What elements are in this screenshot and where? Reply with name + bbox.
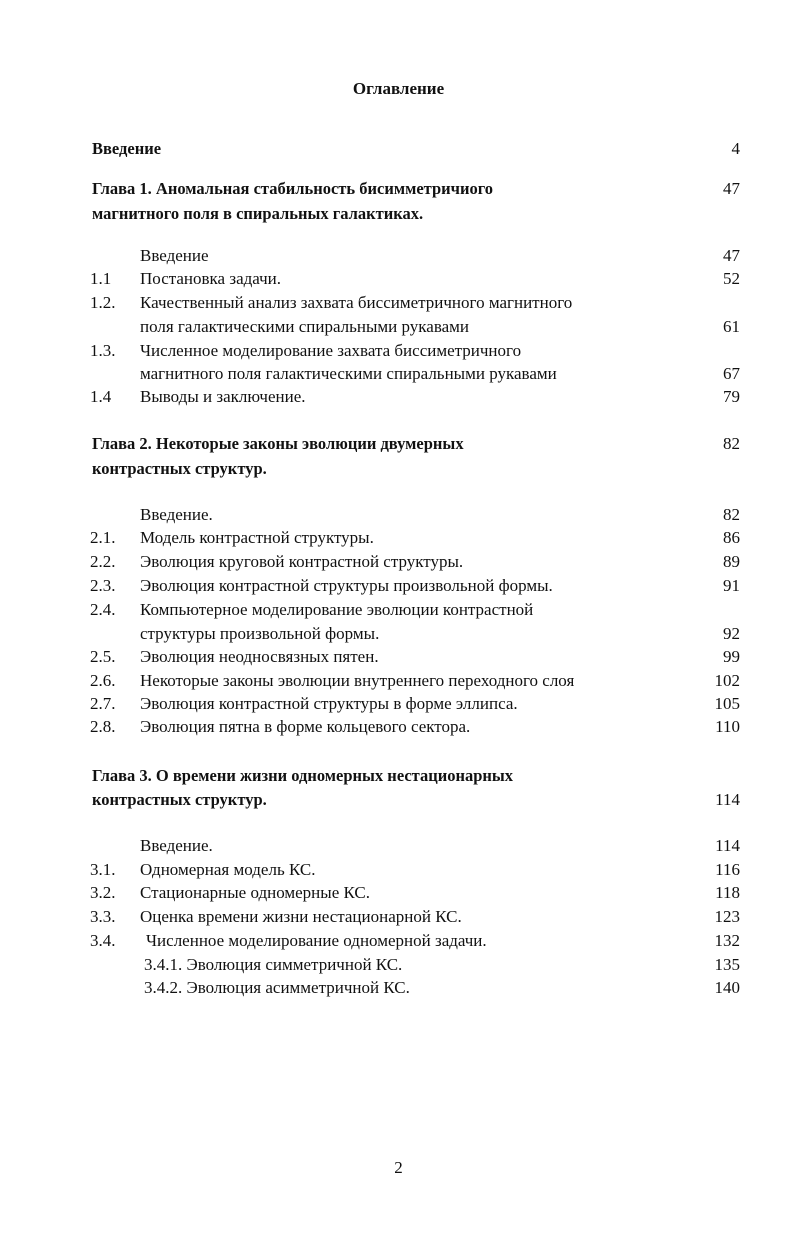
toc-entry[interactable] (0, 267, 797, 291)
entry-text: Введение. (140, 836, 213, 855)
entry-text: Эволюция пятна в форме кольцевого сектора. (140, 717, 471, 736)
toc-entry[interactable] (0, 503, 797, 527)
entry-text: Некоторые законы эволюции внутреннего переходного слоя (140, 671, 575, 690)
entry-number: 2.2. (90, 552, 116, 571)
toc-entry[interactable] (0, 645, 797, 669)
entry-number: 2.4. (90, 600, 116, 619)
entry-number: 3.2. (90, 883, 116, 902)
entry-page: 140 (714, 978, 740, 997)
entry-text: Введение (140, 246, 209, 265)
entry-text: Эволюция контрастной структуры произвольной формы. (140, 576, 553, 595)
toc-entry[interactable] (0, 905, 797, 929)
chapter-title-line: контрастных структур. (92, 790, 267, 809)
entry-number: 1.2. (90, 293, 116, 312)
entry-page: 67 (723, 364, 740, 383)
page-number: 2 (394, 1158, 403, 1177)
toc-entry[interactable] (0, 526, 797, 550)
entry-text: магнитного поля галактическими спиральными рукавами (140, 364, 557, 383)
entry-number: 2.5. (90, 647, 116, 666)
entry-page: 91 (723, 576, 740, 595)
entry-number: 3.3. (90, 907, 116, 926)
toc-entry[interactable] (0, 858, 797, 882)
toc-entry[interactable] (0, 362, 797, 386)
toc-chapter-1-heading[interactable] (0, 177, 797, 201)
toc-intro-label: Введение (92, 139, 162, 158)
entry-page: 118 (715, 883, 740, 902)
entry-page: 99 (723, 647, 740, 666)
entry-page: 82 (723, 505, 740, 524)
entry-text: 3.4.2. Эволюция асимметричной КС. (144, 978, 410, 997)
toc-chapter-2-heading-cont (0, 457, 797, 481)
entry-text: Введение. (140, 505, 213, 524)
entry-number: 3.1. (90, 860, 116, 879)
entry-page: 92 (723, 624, 740, 643)
entry-page: 47 (723, 246, 740, 265)
entry-page: 102 (714, 671, 740, 690)
entry-text: Качественный анализ захвата биссиметричного магнитного (140, 293, 573, 312)
entry-text: Численное моделирование одномерной задачи. (146, 931, 487, 950)
toc-chapter-3-heading-cont[interactable] (0, 788, 797, 812)
entry-text: Одномерная модель КС. (140, 860, 316, 879)
toc-entry[interactable] (0, 622, 797, 646)
page-title: Оглавление (352, 79, 445, 98)
toc-entry[interactable] (0, 550, 797, 574)
toc-entry[interactable] (0, 598, 797, 622)
toc-page-number: 47 (723, 179, 740, 198)
toc-chapter-2-heading[interactable] (0, 432, 797, 456)
entry-page: 116 (715, 860, 740, 879)
toc-chapter-1-heading-cont (0, 202, 797, 226)
entry-page: 52 (723, 269, 740, 288)
toc-entry[interactable] (0, 834, 797, 858)
toc-page-number: 4 (731, 139, 740, 158)
entry-page: 132 (714, 931, 740, 950)
entry-text: Выводы и заключение. (140, 387, 306, 406)
toc-entry[interactable] (0, 244, 797, 268)
entry-text: Эволюция контрастной структуры в форме эллипса. (140, 694, 518, 713)
entry-page: 86 (723, 528, 740, 547)
toc-entry[interactable] (0, 669, 797, 693)
entry-text: Модель контрастной структуры. (140, 528, 374, 547)
entry-number: 1.1 (90, 269, 112, 288)
toc-entry[interactable] (0, 929, 797, 953)
entry-page: 105 (714, 694, 740, 713)
toc-entry[interactable] (0, 881, 797, 905)
entry-text: Компьютерное моделирование эволюции контрастной (140, 600, 534, 619)
toc-entry[interactable] (0, 953, 797, 977)
toc-entry[interactable] (0, 976, 797, 1000)
entry-page: 110 (715, 717, 740, 736)
entry-text: 3.4.1. Эволюция симметричной КС. (144, 955, 403, 974)
toc-chapter-3-heading[interactable] (0, 764, 797, 788)
entry-number: 2.6. (90, 671, 116, 690)
entry-page: 61 (723, 317, 740, 336)
chapter-title-line: Глава 3. О времени жизни одномерных нестационарных (92, 766, 514, 785)
chapter-title-line: Глава 2. Некоторые законы эволюции двумерных (92, 434, 464, 453)
entry-page: 89 (723, 552, 740, 571)
entry-number: 2.7. (90, 694, 116, 713)
toc-page-number: 114 (715, 790, 740, 809)
toc-page-number: 82 (723, 434, 740, 453)
toc-entry[interactable] (0, 692, 797, 716)
entry-text: поля галактическими спиральными рукавами (140, 317, 470, 336)
entry-page: 123 (714, 907, 740, 926)
toc-entry[interactable] (0, 291, 797, 315)
entry-number: 1.3. (90, 341, 116, 360)
toc-entry[interactable] (0, 315, 797, 339)
entry-text: Эволюция неодносвязных пятен. (140, 647, 379, 666)
chapter-title-line: магнитного поля в спиральных галактиках. (92, 204, 424, 223)
entry-page: 79 (723, 387, 740, 406)
entry-page: 135 (714, 955, 740, 974)
entry-text: Эволюция круговой контрастной структуры. (140, 552, 464, 571)
entry-number: 2.8. (90, 717, 116, 736)
toc-entry[interactable] (0, 385, 797, 409)
toc-entry[interactable] (0, 574, 797, 598)
entry-text: Оценка времени жизни нестационарной КС. (140, 907, 462, 926)
entry-number: 2.3. (90, 576, 116, 595)
entry-number: 1.4 (90, 387, 112, 406)
entry-text: структуры произвольной формы. (140, 624, 380, 643)
chapter-title-line: Глава 1. Аномальная стабильность бисимметричиого (92, 179, 494, 198)
entry-page: 114 (715, 836, 740, 855)
toc-entry[interactable] (0, 715, 797, 739)
toc-entry[interactable] (0, 339, 797, 363)
chapter-title-line: контрастных структур. (92, 459, 267, 478)
toc-intro[interactable] (0, 137, 797, 161)
entry-number: 2.1. (90, 528, 116, 547)
entry-text: Стационарные одномерные КС. (140, 883, 371, 902)
entry-text: Численное моделирование захвата биссиметричного (140, 341, 522, 360)
entry-number: 3.4. (90, 931, 116, 950)
entry-text: Постановка задачи. (140, 269, 282, 288)
